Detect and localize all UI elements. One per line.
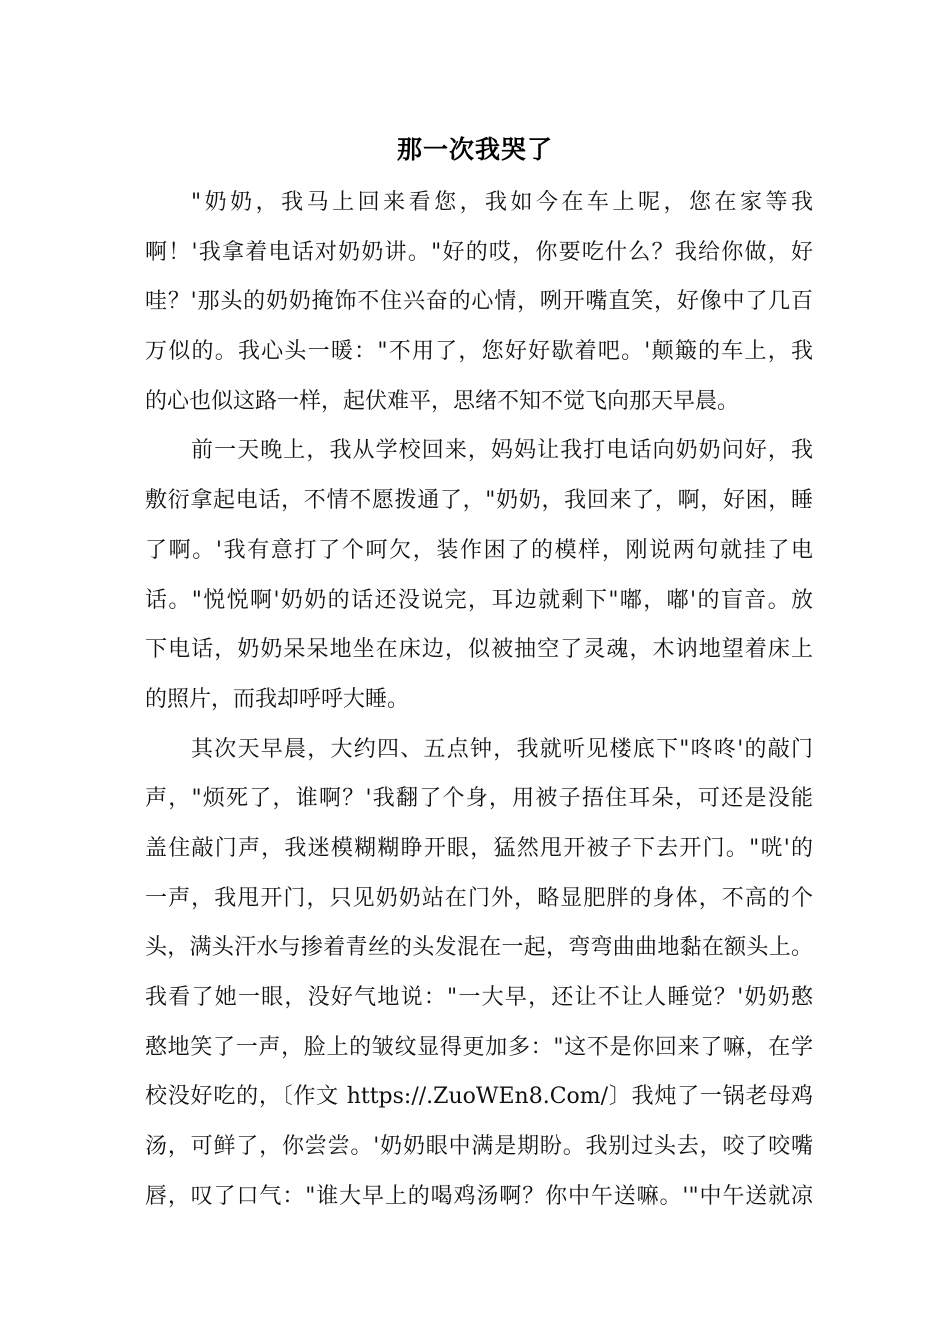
text-line: 唇，叹了口气："谁大早上的喝鸡汤啊？你中午送嘛。'"中午送就凉 [145, 1183, 813, 1209]
text-line: 万似的。我心头一暖："不用了，您好好歇着吧。'颠簸的车上，我 [145, 339, 813, 365]
text-line: 憨地笑了一声，脸上的皱纹显得更加多："这不是你回来了嘛，在学 [145, 1034, 813, 1060]
text-line: 其次天早晨，大约四、五点钟，我就听见楼底下"咚咚'的敲门 [191, 736, 813, 762]
text-line: "奶奶，我马上回来看您，我如今在车上呢，您在家等我 [191, 190, 813, 215]
text-line: 盖住敲门声，我迷模糊糊睁开眼，猛然甩开被子下去开门。"咣'的 [145, 835, 813, 861]
text-line: 敷衍拿起电话，不情不愿拨通了，"奶奶，我回来了，啊，好困，睡 [145, 488, 813, 514]
text-line: 啊！'我拿着电话对奶奶讲。"好的哎，你要吃什么？我给你做，好 [145, 239, 813, 265]
text-line: 哇？'那头的奶奶掩饰不住兴奋的心情，咧开嘴直笑，好像中了几百 [145, 289, 813, 315]
text-line: 校没好吃的，〔作文 https://.ZuoWEn8.Com/〕我炖了一锅老母鸡 [145, 1084, 813, 1110]
document-title: 那一次我哭了 [396, 135, 553, 164]
text-line: 我看了她一眼，没好气地说："一大早，还让不让人睡觉？'奶奶憨 [145, 985, 813, 1010]
text-line: 的心也似这路一样，起伏难平，思绪不知不觉飞向那天早晨。 [145, 388, 740, 414]
text-line: 了啊。'我有意打了个呵欠，装作困了的模样，刚说两句就挂了电 [145, 537, 813, 563]
text-line: 一声，我甩开门，只见奶奶站在门外，略显肥胖的身体，不高的个 [145, 885, 813, 911]
text-line: 头，满头汗水与掺着青丝的头发混在一起，弯弯曲曲地黏在额头上。 [145, 935, 813, 961]
text-line: 前一天晚上，我从学校回来，妈妈让我打电话向奶奶问好，我 [191, 438, 813, 464]
text-line: 下电话，奶奶呆呆地坐在床边，似被抽空了灵魂，木讷地望着床上 [145, 637, 813, 663]
text-line: 话。"悦悦啊'奶奶的话还没说完，耳边就剩下"嘟，嘟'的盲音。放 [145, 587, 813, 613]
paragraph [145, 725, 813, 1222]
paragraph [145, 426, 813, 724]
text-line: 的照片，而我却呼呼大睡。 [145, 686, 410, 712]
text-line: 声，"烦死了，谁啊？'我翻了个身，用被子捂住耳朵，可还是没能 [145, 786, 813, 812]
text-line: 汤，可鲜了，你尝尝。'奶奶眼中满是期盼。我别过头去，咬了咬嘴 [145, 1134, 813, 1160]
document-body [145, 178, 813, 1221]
paragraph [145, 178, 813, 426]
